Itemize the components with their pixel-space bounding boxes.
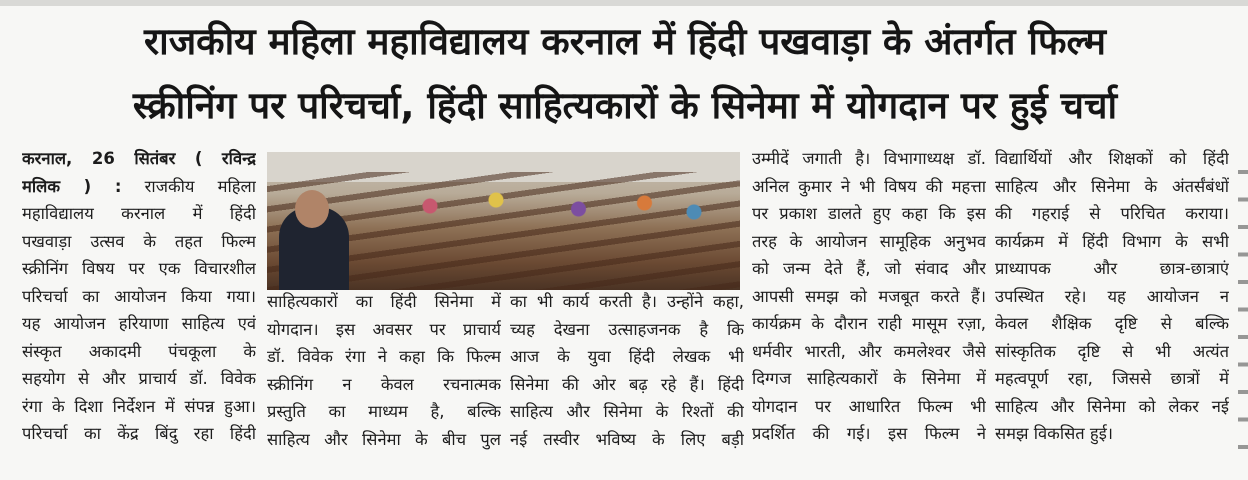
text-line: महाविद्यालय करनाल में हिंदी (22, 204, 256, 223)
text-line: पखवाड़ा उत्सव के तहत फिल्म (22, 231, 256, 251)
headline-line-2: स्क्रीनिंग पर परिचर्चा, हिंदी साहित्यकारों के सिनेमा में योगदान पर हुई चर्चा (132, 84, 1118, 127)
article-column-5 (995, 145, 1229, 448)
text-line: डॉ. विवेक रंगा ने कहा कि फिल्म (267, 347, 501, 366)
text-line: अनिल कुमार ने भी विषय की महत्ता (752, 176, 986, 196)
dateline-continued (22, 173, 256, 201)
text-line: महत्वपूर्ण रहा, जिससे छात्रों में (995, 369, 1229, 388)
text-line: उम्मीदें जगाती है। विभागाध्यक्ष डॉ. (752, 149, 986, 168)
text-line: विद्यार्थियों और शिक्षकों को हिंदी (995, 149, 1229, 168)
text-line: का भी कार्य करती है। उन्होंने कहा, (510, 292, 744, 311)
photo-students (397, 182, 727, 242)
text-line: समझ विकसित हुई। (995, 424, 1114, 443)
text-line: साहित्य और सिनेमा को लेकर नई (995, 396, 1229, 416)
text-line: दिग्गज साहित्यकारों के सिनेमा में (752, 369, 986, 388)
text-line: साहित्य और सिनेमा के बीच पुल (267, 429, 501, 449)
text-line: सिनेमा की ओर बढ़ रहे हैं। हिंदी (510, 374, 744, 394)
event-photo-classroom (267, 152, 740, 290)
text-line: की गहराई से परिचित कराया। (995, 204, 1229, 223)
text-line: स्क्रीनिंग न केवल रचनात्मक (267, 374, 501, 394)
text-line: यह आयोजन हरियाणा साहित्य एवं (22, 314, 256, 333)
article-column-4 (752, 145, 986, 448)
text-line: कार्यक्रम में हिंदी विभाग के सभी (995, 231, 1229, 251)
text-line: रंगा के दिशा निर्देशन में संपन्न हुआ। (22, 396, 256, 416)
text-line: प्राध्यापक और छात्र-छात्राएं (995, 259, 1229, 278)
text-line: साहित्य और सिनेमा के अंतर्संबंधों (995, 176, 1229, 196)
text-line: आपसी समझ को मजबूत करते हैं। (752, 286, 986, 306)
text-line: योगदान। इस अवसर पर प्राचार्य (267, 319, 501, 339)
text-line: पर प्रकाश डालते हुए कहा कि इस (752, 204, 986, 223)
text-line: नई तस्वीर भविष्य के लिए बड़ी (510, 429, 744, 449)
text-line: परिचर्चा का आयोजन किया गया। (22, 286, 256, 306)
dateline-text: करनाल, 26 सितंबर ( रविन्द्र (22, 149, 256, 168)
text-line: को जन्म देते हैं, जो संवाद और (752, 259, 986, 278)
text-line: प्रदर्शित की गई। इस फिल्म ने (752, 424, 986, 443)
text-line: सांस्कृतिक दृष्टि से भी अत्यंत (995, 341, 1229, 361)
text-line: योगदान पर आधारित फिल्म भी (752, 396, 986, 416)
text-line: साहित्य और सिनेमा के रिश्तों की (510, 402, 744, 421)
article-column-2 (267, 288, 501, 453)
text-line: तरह के आयोजन सामूहिक अनुभव (752, 231, 986, 251)
text-line: साहित्यकारों का हिंदी सिनेमा में (267, 292, 501, 311)
dateline-byline: मलिक ) : (22, 176, 122, 196)
article-column-3 (510, 288, 744, 453)
body-text: राजकीय महिला (121, 176, 256, 196)
adjacent-article-fragment (1238, 150, 1248, 470)
text-line: परिचर्चा का केंद्र बिंदु रहा हिंदी (22, 424, 256, 443)
page-top-edge (0, 0, 1248, 6)
dateline (22, 145, 256, 173)
text-line: उपस्थित रहे। यह आयोजन न (995, 286, 1229, 306)
text-line: धर्मवीर भारती, और कमलेश्वर जैसे (752, 341, 986, 361)
headline-line-1: राजकीय महिला महाविद्यालय करनाल में हिंदी पखवाड़ा के अंतर्गत फिल्म (143, 20, 1106, 63)
photo-speaker-head (295, 190, 329, 228)
text-line: केवल शैक्षिक दृष्टि से बल्कि (995, 314, 1229, 333)
text-line: प्रस्तुति का माध्यम है, बल्कि (267, 402, 501, 421)
text-line: च्यह देखना उत्साहजनक है कि (510, 319, 744, 339)
text-line: स्क्रीनिंग विषय पर एक विचारशील (22, 259, 256, 278)
text-line: आज के युवा हिंदी लेखक भी (510, 347, 744, 366)
article-column-1 (22, 145, 256, 448)
text-line: कार्यक्रम के दौरान राही मासूम रज़ा, (752, 314, 986, 333)
text-line: संस्कृत अकादमी पंचकूला के (22, 341, 256, 361)
text-line: सहयोग से और प्राचार्य डॉ. विवेक (22, 369, 256, 388)
